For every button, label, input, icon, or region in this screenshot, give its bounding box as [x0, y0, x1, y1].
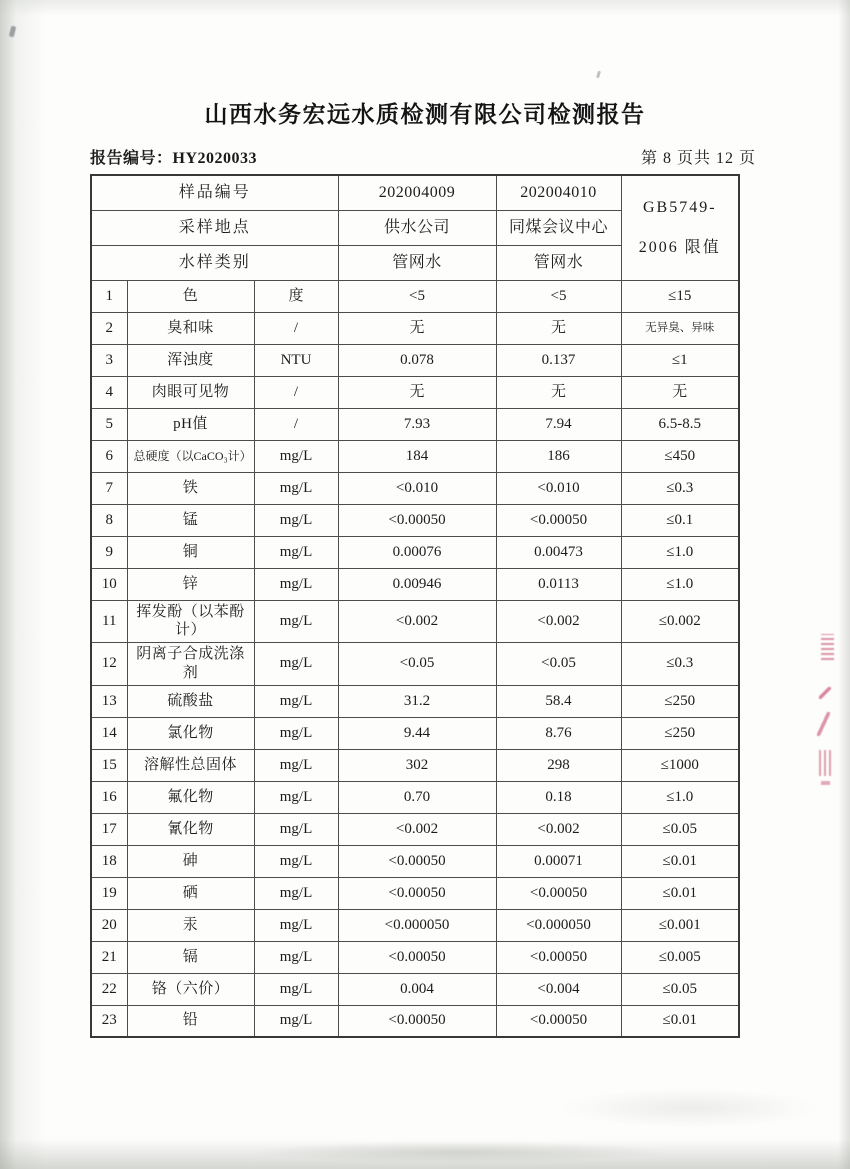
- unit-cell: mg/L: [254, 643, 338, 686]
- table-row: [91, 643, 739, 686]
- sample1-value-cell: 9.44: [338, 717, 496, 749]
- table-row: [91, 877, 739, 909]
- sample2-value-cell: <5: [496, 280, 621, 312]
- limit-value-cell: ≤450: [621, 440, 739, 472]
- sample1-value-cell: 31.2: [338, 685, 496, 717]
- sample2-value-cell: 无: [496, 376, 621, 408]
- parameter-cell: 镉: [127, 941, 254, 973]
- unit-cell: mg/L: [254, 781, 338, 813]
- unit-cell: mg/L: [254, 973, 338, 1005]
- limit-value-cell: ≤0.05: [621, 973, 739, 1005]
- limit-value-cell: ≤0.3: [621, 472, 739, 504]
- limit-value-cell: ≤1.0: [621, 781, 739, 813]
- sample-id-label: 样品编号: [91, 175, 338, 210]
- scan-edge-shadow: [0, 1139, 850, 1169]
- parameter-cell: 氰化物: [127, 813, 254, 845]
- limit-value-cell: ≤1.0: [621, 568, 739, 600]
- unit-cell: mg/L: [254, 717, 338, 749]
- limit-standard-line1: GB5749-: [642, 198, 717, 216]
- limit-value-cell: ≤0.3: [621, 643, 739, 686]
- sample1-value-cell: 0.00946: [338, 568, 496, 600]
- table-row: [91, 717, 739, 749]
- stamp-ink-fragment: [817, 712, 830, 736]
- parameter-cell: 色: [127, 280, 254, 312]
- table-row: [91, 376, 739, 408]
- parameter-cell: 铜: [127, 536, 254, 568]
- row-number-cell: 20: [91, 909, 127, 941]
- limit-value-cell: ≤1.0: [621, 536, 739, 568]
- sample1-value-cell: 184: [338, 440, 496, 472]
- parameter-cell: 硒: [127, 877, 254, 909]
- sample1-value-cell: <0.000050: [338, 909, 496, 941]
- unit-cell: mg/L: [254, 472, 338, 504]
- header-row-sample-id: [91, 175, 739, 210]
- limit-value-cell: ≤0.002: [621, 600, 739, 643]
- sample1-location: 供水公司: [338, 210, 496, 245]
- row-number-cell: 4: [91, 376, 127, 408]
- limit-value-cell: ≤0.01: [621, 845, 739, 877]
- sample2-location: 同煤会议中心: [496, 210, 621, 245]
- parameter-cell: 臭和味: [127, 312, 254, 344]
- sample1-value-cell: <0.00050: [338, 941, 496, 973]
- table-row: [91, 685, 739, 717]
- sample1-value-cell: 302: [338, 749, 496, 781]
- unit-cell: mg/L: [254, 877, 338, 909]
- limit-standard-line2: 2006 限值: [638, 238, 721, 256]
- scan-edge-shadow: [838, 0, 850, 1169]
- row-number-cell: 3: [91, 344, 127, 376]
- scan-edge-shadow: [0, 0, 850, 16]
- sample1-value-cell: <0.010: [338, 472, 496, 504]
- parameter-cell: 肉眼可见物: [127, 376, 254, 408]
- sample1-value-cell: 0.70: [338, 781, 496, 813]
- parameter-cell: 氯化物: [127, 717, 254, 749]
- table-row: [91, 312, 739, 344]
- sample2-value-cell: <0.002: [496, 813, 621, 845]
- parameter-cell: 铅: [127, 1005, 254, 1037]
- scan-smear: [250, 1141, 670, 1163]
- limit-value-cell: ≤0.1: [621, 504, 739, 536]
- location-label: 采样地点: [91, 210, 338, 245]
- limit-value-cell: ≤0.05: [621, 813, 739, 845]
- limit-value-cell: ≤0.005: [621, 941, 739, 973]
- table-row: [91, 472, 739, 504]
- limit-value-cell: 无: [621, 376, 739, 408]
- sample2-value-cell: 无: [496, 312, 621, 344]
- sample2-value-cell: 298: [496, 749, 621, 781]
- unit-cell: mg/L: [254, 440, 338, 472]
- sample1-value-cell: 0.00076: [338, 536, 496, 568]
- results-table: [90, 174, 740, 1038]
- page-title: 山西水务宏远水质检测有限公司检测报告: [204, 102, 646, 127]
- sample1-value-cell: <0.05: [338, 643, 496, 686]
- unit-cell: /: [254, 376, 338, 408]
- sample2-value-cell: 0.00473: [496, 536, 621, 568]
- sample2-value-cell: 58.4: [496, 685, 621, 717]
- sample1-value-cell: <0.00050: [338, 845, 496, 877]
- table-row: [91, 909, 739, 941]
- stamp-ink-fragment: [819, 687, 831, 699]
- sample2-value-cell: <0.010: [496, 472, 621, 504]
- table-row: [91, 408, 739, 440]
- sample1-value-cell: <0.00050: [338, 504, 496, 536]
- parameter-cell: 浑浊度: [127, 344, 254, 376]
- unit-cell: /: [254, 408, 338, 440]
- sample1-value-cell: <0.00050: [338, 877, 496, 909]
- table-row: [91, 504, 739, 536]
- parameter-cell: 汞: [127, 909, 254, 941]
- row-number-cell: 18: [91, 845, 127, 877]
- limit-value-cell: ≤1: [621, 344, 739, 376]
- table-row: [91, 440, 739, 472]
- sample2-value-cell: <0.004: [496, 973, 621, 1005]
- sample2-value-cell: <0.002: [496, 600, 621, 643]
- unit-cell: NTU: [254, 344, 338, 376]
- limit-value-cell: ≤15: [621, 280, 739, 312]
- unit-cell: mg/L: [254, 1005, 338, 1037]
- limit-value-cell: ≤250: [621, 717, 739, 749]
- limit-value-cell: 6.5-8.5: [621, 408, 739, 440]
- limit-value-cell: ≤0.01: [621, 877, 739, 909]
- sample2-value-cell: <0.00050: [496, 941, 621, 973]
- scan-smudge: [596, 71, 601, 79]
- sample2-value-cell: 7.94: [496, 408, 621, 440]
- table-row: [91, 749, 739, 781]
- sample1-id: 202004009: [338, 175, 496, 210]
- sample2-water-type: 管网水: [496, 245, 621, 280]
- row-number-cell: 10: [91, 568, 127, 600]
- parameter-cell: 铁: [127, 472, 254, 504]
- table-row: [91, 781, 739, 813]
- row-number-cell: 2: [91, 312, 127, 344]
- unit-cell: mg/L: [254, 685, 338, 717]
- sample2-id: 202004010: [496, 175, 621, 210]
- stamp-ink-fragment: [819, 750, 832, 776]
- unit-cell: mg/L: [254, 536, 338, 568]
- table-row: [91, 813, 739, 845]
- limit-value-cell: 无异臭、异味: [621, 312, 739, 344]
- sample1-value-cell: <0.002: [338, 600, 496, 643]
- table-row: [91, 600, 739, 643]
- unit-cell: mg/L: [254, 749, 338, 781]
- table-row: [91, 536, 739, 568]
- unit-cell: mg/L: [254, 941, 338, 973]
- sample1-value-cell: 0.078: [338, 344, 496, 376]
- table-row: [91, 1005, 739, 1037]
- table-row: [91, 941, 739, 973]
- sample1-value-cell: <0.00050: [338, 1005, 496, 1037]
- sample1-value-cell: 7.93: [338, 408, 496, 440]
- sample2-value-cell: <0.05: [496, 643, 621, 686]
- sample1-value-cell: 0.004: [338, 973, 496, 1005]
- sample1-value-cell: 无: [338, 376, 496, 408]
- parameter-cell: 硫酸盐: [127, 685, 254, 717]
- row-number-cell: 14: [91, 717, 127, 749]
- sample1-value-cell: <0.002: [338, 813, 496, 845]
- row-number-cell: 23: [91, 1005, 127, 1037]
- limit-value-cell: ≤0.001: [621, 909, 739, 941]
- row-number-cell: 12: [91, 643, 127, 686]
- sample2-value-cell: 186: [496, 440, 621, 472]
- parameter-cell: pH值: [127, 408, 254, 440]
- water-type-label: 水样类别: [91, 245, 338, 280]
- row-number-cell: 9: [91, 536, 127, 568]
- parameter-cell: 锌: [127, 568, 254, 600]
- table-row: [91, 973, 739, 1005]
- limit-value-cell: ≤250: [621, 685, 739, 717]
- row-number-cell: 22: [91, 973, 127, 1005]
- limit-value-cell: ≤0.01: [621, 1005, 739, 1037]
- row-number-cell: 17: [91, 813, 127, 845]
- sample2-value-cell: 8.76: [496, 717, 621, 749]
- stamp-ink-fragment: [821, 634, 834, 660]
- row-number-cell: 5: [91, 408, 127, 440]
- unit-cell: mg/L: [254, 504, 338, 536]
- parameter-cell: 铬（六价）: [127, 973, 254, 1005]
- scan-edge-shadow: [0, 0, 46, 1169]
- parameter-cell: 砷: [127, 845, 254, 877]
- scan-smear: [560, 1088, 820, 1128]
- unit-cell: mg/L: [254, 909, 338, 941]
- sample2-value-cell: <0.00050: [496, 504, 621, 536]
- parameter-cell: 挥发酚（以苯酚计）: [127, 600, 254, 643]
- sample2-value-cell: <0.00050: [496, 1005, 621, 1037]
- parameter-cell: 锰: [127, 504, 254, 536]
- unit-cell: /: [254, 312, 338, 344]
- parameter-cell: 氟化物: [127, 781, 254, 813]
- table-row: [91, 280, 739, 312]
- unit-cell: mg/L: [254, 813, 338, 845]
- report-meta-row: [90, 145, 756, 168]
- row-number-cell: 6: [91, 440, 127, 472]
- sample2-value-cell: 0.18: [496, 781, 621, 813]
- row-number-cell: 16: [91, 781, 127, 813]
- row-number-cell: 19: [91, 877, 127, 909]
- parameter-cell: 阴离子合成洗涤剂: [127, 643, 254, 686]
- sample2-value-cell: 0.0113: [496, 568, 621, 600]
- row-number-cell: 1: [91, 280, 127, 312]
- sample1-water-type: 管网水: [338, 245, 496, 280]
- scan-smudge: [9, 26, 17, 38]
- table-row: [91, 568, 739, 600]
- row-number-cell: 21: [91, 941, 127, 973]
- limit-value-cell: ≤1000: [621, 749, 739, 781]
- table-row: [91, 845, 739, 877]
- unit-cell: mg/L: [254, 600, 338, 643]
- stamp-ink-fragment: [821, 781, 830, 785]
- parameter-cell: 总硬度（以CaCO₃计）: [127, 440, 254, 472]
- unit-cell: mg/L: [254, 568, 338, 600]
- row-number-cell: 8: [91, 504, 127, 536]
- report-number: 报告编号：HY2020033: [90, 150, 258, 167]
- page-number-info: 第 8 页共 12 页: [640, 150, 756, 167]
- unit-cell: 度: [254, 280, 338, 312]
- unit-cell: mg/L: [254, 845, 338, 877]
- limit-standard-header: [621, 175, 739, 280]
- row-number-cell: 13: [91, 685, 127, 717]
- sample2-value-cell: <0.00050: [496, 877, 621, 909]
- row-number-cell: 11: [91, 600, 127, 643]
- sample2-value-cell: <0.000050: [496, 909, 621, 941]
- sample2-value-cell: 0.00071: [496, 845, 621, 877]
- sample1-value-cell: 无: [338, 312, 496, 344]
- sample1-value-cell: <5: [338, 280, 496, 312]
- sample2-value-cell: 0.137: [496, 344, 621, 376]
- table-row: [91, 344, 739, 376]
- parameter-cell: 溶解性总固体: [127, 749, 254, 781]
- row-number-cell: 7: [91, 472, 127, 504]
- row-number-cell: 15: [91, 749, 127, 781]
